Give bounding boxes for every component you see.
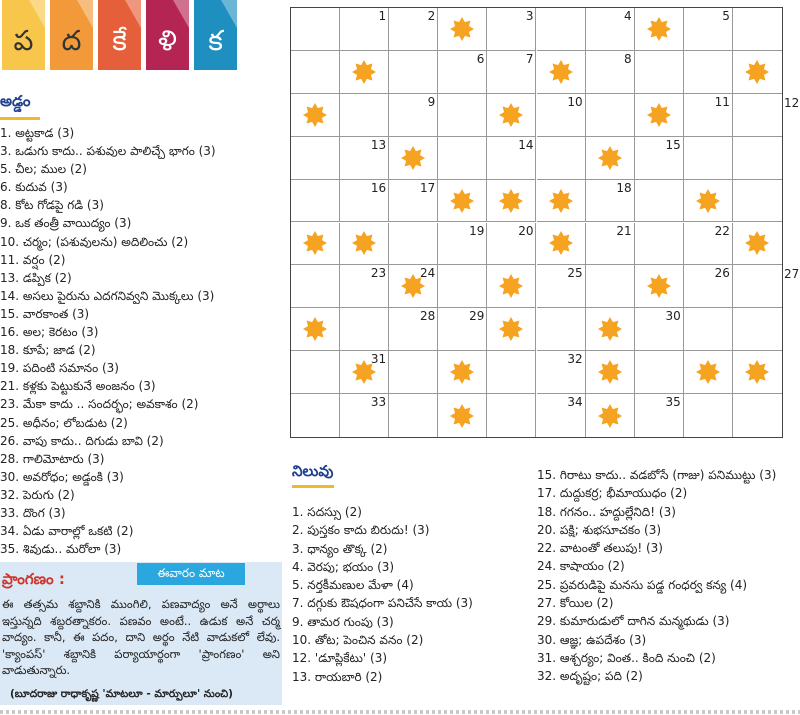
grid-cell[interactable] [291,394,340,437]
grid-cell[interactable] [389,51,438,94]
grid-edge-number: 27 [784,267,800,282]
blocked-cell [291,308,340,351]
clue-item: 31. ఆశ్చర్యం; వింత.. కింది నుంచి (2) [537,650,716,665]
tile-fold-decoration [173,0,189,28]
blocked-cell [389,137,438,180]
title-tile: క [194,0,237,70]
cell-number: 32 [567,352,583,367]
grid-cell[interactable] [389,180,438,223]
grid-cell[interactable] [684,265,733,308]
across-heading-underline [0,117,40,120]
cell-number: 1 [378,9,387,23]
grid-cell[interactable] [389,351,438,394]
grid-cell[interactable] [291,265,340,308]
cell-number: 23 [370,266,387,281]
star-icon [635,265,683,307]
clue-item: 2. పుస్తకం కాదు బిరుదు! (3) [292,523,430,538]
blocked-cell [684,351,733,394]
title-tile: ప [2,0,45,70]
word-of-week-text: ఈ తత్సమ శబ్దానికి ముంగిలి, పణవాద్యం అనే అర్థాలు ఇస్తున్నది శబ్దరత్నాకరం. పణవం అంటే.. ఉడుక అనే చర్మ వాద్యం. కానీ, ఈ పదం, దాని అర్థం నేటి వాడుకలో లేవు. 'క్యాంపస్' శబ్దానికి పర్యాయార్థంగా 'ప్రాంగణం' అని వాడుతున్నారు. [2,597,280,677]
blocked-cell [733,51,782,94]
blocked-cell [438,351,487,394]
grid-cell[interactable] [487,223,536,266]
cell-number: 2 [427,9,436,23]
clue-item: 32. పెరుగు (2) [0,487,75,502]
grid-cell[interactable] [684,308,733,351]
clue-item: 15. వారకాంత (3) [0,306,90,321]
clue-item: 22. వాటంతో తలుపు! (3) [537,541,663,556]
clue-item: 13. రాయబారి (2) [292,669,383,684]
clue-item: 28. గాలిమోటారు (3) [0,451,105,466]
across-heading: అడ్డం [0,92,31,110]
blocked-cell [586,351,635,394]
clue-item: 7. దగ్గుకు ఔషధంగా పనిచేసే కాయ (3) [292,596,473,611]
tile-fold-decoration [125,0,141,28]
grid-cell[interactable] [340,8,389,51]
clue-item: 8. కోట గోడపై గడి (3) [0,198,104,213]
grid-cell[interactable] [340,137,389,180]
title-tile: ద [50,0,93,70]
clue-item: 10. చర్మం; (పశువులను) అదిలించు (2) [0,234,189,249]
clue-item: 33. దొంగ (3) [0,505,66,520]
grid-cell[interactable] [291,351,340,394]
grid-cell[interactable] [537,351,586,394]
grid-cell[interactable] [487,51,536,94]
star-icon [733,351,782,393]
grid-cell[interactable] [684,8,733,51]
cell-number: 14 [518,137,534,152]
cell-number: 11 [714,94,730,109]
tile-fold-decoration [29,0,45,28]
cell-number: 8 [624,51,632,66]
grid-cell[interactable] [340,265,389,308]
cell-number: 26 [714,266,730,281]
blocked-cell [291,223,340,266]
blocked-cell [340,351,389,394]
clue-item: 25. అధీనం; లోబడుట (2) [0,415,128,430]
blocked-cell [487,180,536,223]
grid-cell[interactable] [340,94,389,137]
clue-item: 15. గిరాటు కాదు.. వడబోసే (గాజు) పనిముట్టు (3) [537,468,777,482]
star-icon [586,137,634,179]
clue-item: 5. నర్తకీమణుల మేళా (4) [292,578,414,593]
cell-number: 5 [722,9,730,23]
clue-item: 13. డప్పిక (2) [0,270,72,285]
star-icon [291,94,339,136]
star-icon [684,351,732,393]
grid-cell[interactable] [733,308,782,351]
grid-cell[interactable] [389,308,438,351]
clue-item: 9. ఒక తంత్రీ వాయిద్యం (3) [0,216,132,231]
grid-cell[interactable] [389,8,438,51]
star-icon [586,351,634,393]
clue-item: 14. అసలు పైరును ఎదగనివ్వని మొక్కలు (3) [0,288,215,303]
clue-item: 17. దుద్దుకర్ర; భీమాయుధం (2) [537,486,688,501]
star-icon [487,180,535,222]
blocked-cell [635,265,684,308]
cell-number: 10 [567,94,583,109]
grid-cell[interactable] [586,265,635,308]
grid-cell[interactable] [537,94,586,137]
blocked-cell [537,180,586,223]
grid-cell[interactable] [438,51,487,94]
grid-cell[interactable] [438,137,487,180]
clue-item: 30. అవరోధం; అడ్డంకి (3) [0,469,124,484]
star-icon [684,180,732,222]
star-icon [635,8,683,50]
word-of-week-tag: ఈవారం మాట [137,563,245,585]
clue-item: 27. కోయిల (2) [537,596,614,611]
cell-number: 34 [567,395,583,410]
grid-cell[interactable] [340,308,389,351]
clue-item: 11. వర్షం (2) [0,252,66,267]
grid-cell[interactable] [733,137,782,180]
grid-cell[interactable] [389,94,438,137]
cell-number: 20 [518,223,534,238]
clue-item: 6. కుదువ (3) [0,180,68,195]
star-icon [340,51,388,93]
grid-edge-number: 12 [784,95,800,110]
clue-item: 21. కళ్లకు పెట్టుకునే అంజనం (3) [0,379,156,394]
grid-cell[interactable] [635,137,684,180]
grid-cell[interactable] [684,137,733,180]
grid-cell[interactable] [537,265,586,308]
clue-item: 34. ఏడు వారాల్లో ఒకటి (2) [0,524,134,539]
cell-number: 33 [370,395,387,410]
star-icon [537,180,585,222]
cell-number: 29 [469,309,485,324]
cell-number: 35 [665,395,681,410]
cell-number: 18 [616,180,632,195]
blocked-cell [537,223,586,266]
grid-cell[interactable] [733,94,782,137]
clue-item: 1. అట్టకాడ (3) [0,126,75,140]
word-of-week-title: ప్రాంగణం : [2,570,65,588]
cell-number: 28 [420,309,436,324]
grid-cell[interactable] [291,137,340,180]
clue-item: 18. కూపే; జాడ (2) [0,343,96,358]
title-tile: ళి [146,0,189,70]
grid-cell[interactable] [487,351,536,394]
grid-cell[interactable] [438,265,487,308]
star-icon [438,351,486,393]
cell-number: 6 [476,51,485,66]
grid-cell[interactable] [537,394,586,437]
blocked-cell [487,308,536,351]
grid-cell[interactable] [586,8,635,51]
cell-number: 13 [370,137,387,152]
grid-cell[interactable] [487,137,536,180]
cell-number: 24 [420,266,436,281]
clue-item: 4. వెరపు; భయం (3) [292,559,395,574]
blocked-cell [438,394,487,437]
grid-cell[interactable] [438,223,487,266]
clue-item: 5. చీల; ముల (2) [0,162,87,177]
grid-cell[interactable] [733,180,782,223]
blocked-cell [586,308,635,351]
star-icon [438,394,486,437]
cell-number: 9 [427,94,436,109]
tile-fold-decoration [221,0,237,28]
blocked-cell [438,180,487,223]
grid-cell[interactable] [586,51,635,94]
cell-number: 31 [370,352,387,367]
crossword-grid [290,7,783,438]
star-icon [537,51,585,93]
cell-number: 19 [469,223,485,238]
clue-item: 9. తామర గుంపు (3) [292,614,394,629]
blocked-cell [340,223,389,266]
clue-item: 26. వాపు కాదు.. దిగుడు బావి (2) [0,433,164,448]
clue-item: 35. శివుడు.. మరోలా (3) [0,542,122,557]
grid-cell[interactable] [537,8,586,51]
clue-item: 30. ఆజ్ఞ; ఉపదేశం (3) [537,632,647,647]
clue-item: 1. సదస్సు (2) [292,505,362,519]
blocked-cell [586,137,635,180]
grid-cell[interactable] [733,394,782,437]
grid-cell[interactable] [635,308,684,351]
grid-cell[interactable] [438,308,487,351]
grid-cell[interactable] [438,94,487,137]
grid-cell[interactable] [635,223,684,266]
grid-cell[interactable] [537,137,586,180]
grid-cell[interactable] [586,180,635,223]
cell-number: 21 [616,223,632,238]
across-clue-list [0,124,285,558]
clue-item: 18. గగనం.. హద్దుల్లేనిది! (3) [537,504,676,519]
clue-item: 10. తోట; పెంచిన వనం (2) [292,633,424,648]
blocked-cell [487,265,536,308]
star-icon [635,94,683,136]
grid-cell[interactable] [684,394,733,437]
blocked-cell [487,94,536,137]
grid-cell[interactable] [340,180,389,223]
grid-cell[interactable] [487,394,536,437]
grid-cell[interactable] [291,8,340,51]
page-bottom-border [0,710,800,714]
grid-cell[interactable] [635,394,684,437]
cell-number: 3 [525,9,534,23]
cell-number: 16 [370,180,387,195]
blocked-cell [586,394,635,437]
word-of-week-source: (బూదరాజు రాధాకృష్ణ 'మాటలూ - మార్పులూ' నుంచి) [10,688,233,700]
cell-number: 17 [420,180,436,195]
star-icon [733,223,782,265]
clue-item: 3. ధాన్యం తొక్క (2) [292,541,388,556]
clue-item: 12. 'డూప్లికేటు' (3) [292,651,388,666]
grid-cell[interactable] [635,51,684,94]
down-heading-underline [292,485,334,488]
grid-cell[interactable] [291,180,340,223]
star-icon [586,394,634,437]
cell-number: 15 [665,137,681,152]
blocked-cell [635,8,684,51]
grid-cell[interactable] [586,223,635,266]
blocked-cell [291,94,340,137]
blocked-cell [537,51,586,94]
clue-item: 32. అదృష్టం; పది (2) [537,669,643,684]
blocked-cell [733,351,782,394]
clue-item: 23. మేకా కాదు .. సందర్భం; అవకాశం (2) [0,397,199,412]
blocked-cell [340,51,389,94]
cell-number: 7 [525,51,534,66]
grid-cell[interactable] [586,94,635,137]
grid-cell[interactable] [684,51,733,94]
clue-item: 20. పక్షి; శుభసూచకం (3) [537,522,662,537]
blocked-cell [733,223,782,266]
star-icon [438,8,486,50]
grid-cell[interactable] [291,51,340,94]
star-icon [487,308,535,350]
clue-item: 24. కాషాయం (2) [537,559,625,574]
blocked-cell [684,180,733,223]
clue-item: 19. పదింటి సమానం (3) [0,361,119,376]
cell-number: 25 [567,266,583,281]
clue-item: 29. కుమారుడులో దాగిన మన్మథుడు (3) [537,614,730,629]
grid-cell[interactable] [733,8,782,51]
star-icon [438,180,486,222]
grid-cell[interactable] [340,394,389,437]
clue-item: 3. ఒడుగు కాదు.. పశువుల పాలిచ్చే భాగం (3) [0,144,216,159]
cell-number: 22 [714,223,730,238]
star-icon [487,265,535,307]
star-icon [389,137,437,179]
star-icon [291,308,339,350]
down-clue-list-1 [292,503,473,686]
grid-cell[interactable] [684,94,733,137]
cell-number: 30 [665,309,681,324]
clue-item: 16. అల; కెరటం (3) [0,325,99,340]
star-icon [586,308,634,350]
grid-cell[interactable] [733,265,782,308]
star-icon [537,223,585,265]
grid-cell[interactable] [389,394,438,437]
tile-fold-decoration [77,0,93,28]
grid-cell[interactable] [389,223,438,266]
star-icon [487,94,535,136]
cell-number: 4 [624,9,632,23]
blocked-cell [438,8,487,51]
grid-cell[interactable] [537,308,586,351]
grid-cell[interactable] [635,351,684,394]
down-clue-list-2 [537,466,776,686]
blocked-cell [389,265,438,308]
title-tile: కే [98,0,141,70]
star-icon [733,51,782,93]
grid-cell[interactable] [487,8,536,51]
down-heading: నిలువు [292,462,334,480]
grid-cell[interactable] [684,223,733,266]
star-icon [340,223,388,265]
clue-item: 25. ప్రవరుడిపై మనసు పడ్డ గంధర్వ కన్య (4) [537,577,748,592]
blocked-cell [635,94,684,137]
star-icon [291,223,339,265]
grid-cell[interactable] [635,180,684,223]
